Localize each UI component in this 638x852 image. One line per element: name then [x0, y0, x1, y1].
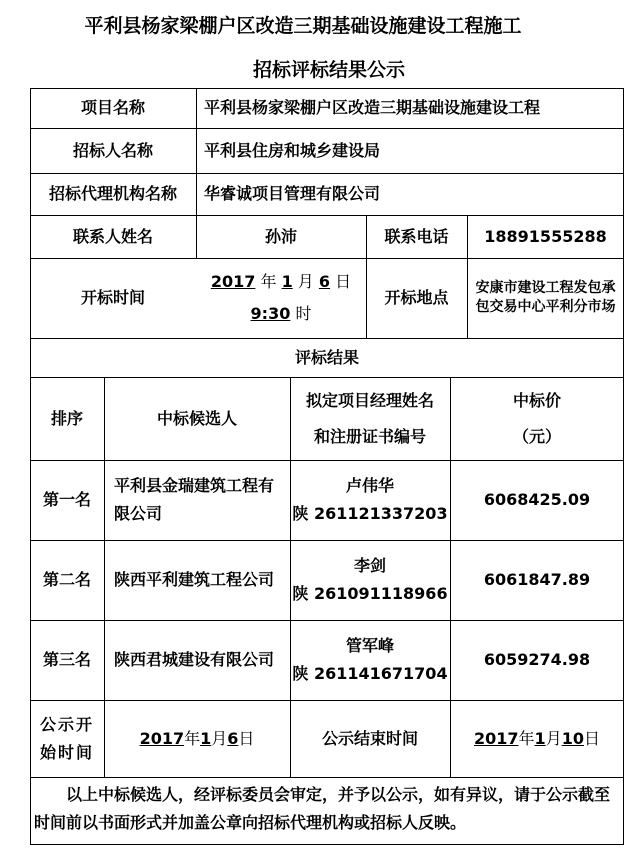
open-time-value: [196, 258, 366, 338]
open-month: 1: [281, 272, 293, 291]
end-year-char: 年: [518, 728, 535, 748]
row3-price: 6059274.98: [483, 650, 591, 669]
start-month: 1: [200, 728, 212, 748]
open-place-value: 安康市建设工程发包承包交易中心平利分市场: [475, 280, 616, 315]
row1-rank: 第一名: [42, 490, 91, 509]
open-place-label: 开标地点: [384, 288, 449, 307]
header-price-line1: 中标价: [512, 390, 561, 410]
row2-rank: 第二名: [42, 570, 91, 589]
row1-candidate: 平利县金瑞建筑工程有限公司: [114, 476, 275, 523]
end-day-char: 日: [583, 728, 600, 748]
phone-label: 联系电话: [384, 226, 449, 246]
phone-value: 18891555288: [484, 226, 607, 246]
row3-manager-cert: 陕 261141671704: [292, 664, 448, 683]
row3-manager: [290, 620, 450, 700]
end-day: 10: [561, 728, 584, 748]
year-char: 年: [260, 272, 277, 291]
open-day: 6: [318, 272, 331, 291]
contact-label: 联系人姓名: [72, 226, 153, 246]
header-rank: 排序: [50, 408, 83, 428]
open-hour: 9:30: [250, 304, 291, 323]
open-year: 2017: [210, 272, 256, 291]
start-day-char: 日: [238, 728, 255, 748]
header-price-line2: （元）: [512, 426, 561, 446]
row3-rank: 第三名: [42, 650, 91, 669]
row2-manager: [290, 540, 450, 620]
contact-value: 孙沛: [264, 226, 297, 246]
row1-price: 6068425.09: [483, 490, 591, 509]
start-year: 2017: [139, 728, 185, 748]
open-time-label: 开标时间: [80, 288, 145, 307]
publicity-end-label: 公示结束时间: [321, 728, 418, 748]
start-year-char: 年: [184, 728, 201, 748]
row1-manager: [290, 460, 450, 540]
row2-price: 6061847.89: [483, 570, 591, 589]
publicity-end-value: [450, 700, 624, 777]
day-char: 日: [335, 272, 352, 291]
row1-manager-cert: 陕 261121337203: [292, 504, 448, 523]
hour-char: 时: [295, 304, 312, 323]
row2-manager-cert: 陕 261091118966: [292, 584, 448, 603]
start-day: 6: [227, 728, 239, 748]
header-candidate: 中标候选人: [156, 408, 237, 428]
footer-note: 以上中标候选人，经评标委员会审定，并予以公示，如有异议，请于公示截至时间前以书面形式并加盖公章向招标代理机构或招标人反映。: [34, 785, 611, 832]
publicity-start-label: 公示开始时间: [39, 714, 94, 762]
page-subtitle: 招标评标结果公示: [252, 59, 405, 81]
agency-value: 华睿诚项目管理有限公司: [204, 184, 381, 203]
row1-manager-name: 卢伟华: [345, 476, 394, 495]
project-name-value: 平利县杨家梁棚户区改造三期基础设施建设工程: [204, 98, 541, 117]
row3-manager-name: 管军峰: [345, 636, 394, 655]
tenderer-value: 平利县住房和城乡建设局: [204, 140, 381, 160]
row3-candidate: 陕西君城建设有限公司: [114, 650, 275, 669]
publicity-start-value: [104, 700, 290, 777]
row2-candidate: 陕西平利建筑工程公司: [114, 570, 275, 589]
result-section-title: 评标结果: [294, 347, 359, 367]
start-month-char: 月: [211, 728, 228, 748]
end-month-char: 月: [545, 728, 562, 748]
header-price: [450, 377, 624, 460]
header-manager-line2: 和注册证书编号: [313, 426, 426, 446]
header-manager-line1: 拟定项目经理姓名: [305, 390, 434, 410]
end-year: 2017: [474, 728, 519, 748]
project-name-label: 项目名称: [80, 98, 145, 117]
header-manager: [290, 377, 450, 460]
end-month: 1: [534, 728, 546, 748]
row2-manager-name: 李剑: [353, 556, 386, 575]
agency-label: 招标代理机构名称: [48, 184, 177, 203]
tenderer-label: 招标人名称: [72, 140, 153, 160]
page-title: 平利县杨家梁棚户区改造三期基础设施建设工程施工: [84, 15, 522, 37]
month-char: 月: [297, 272, 314, 291]
